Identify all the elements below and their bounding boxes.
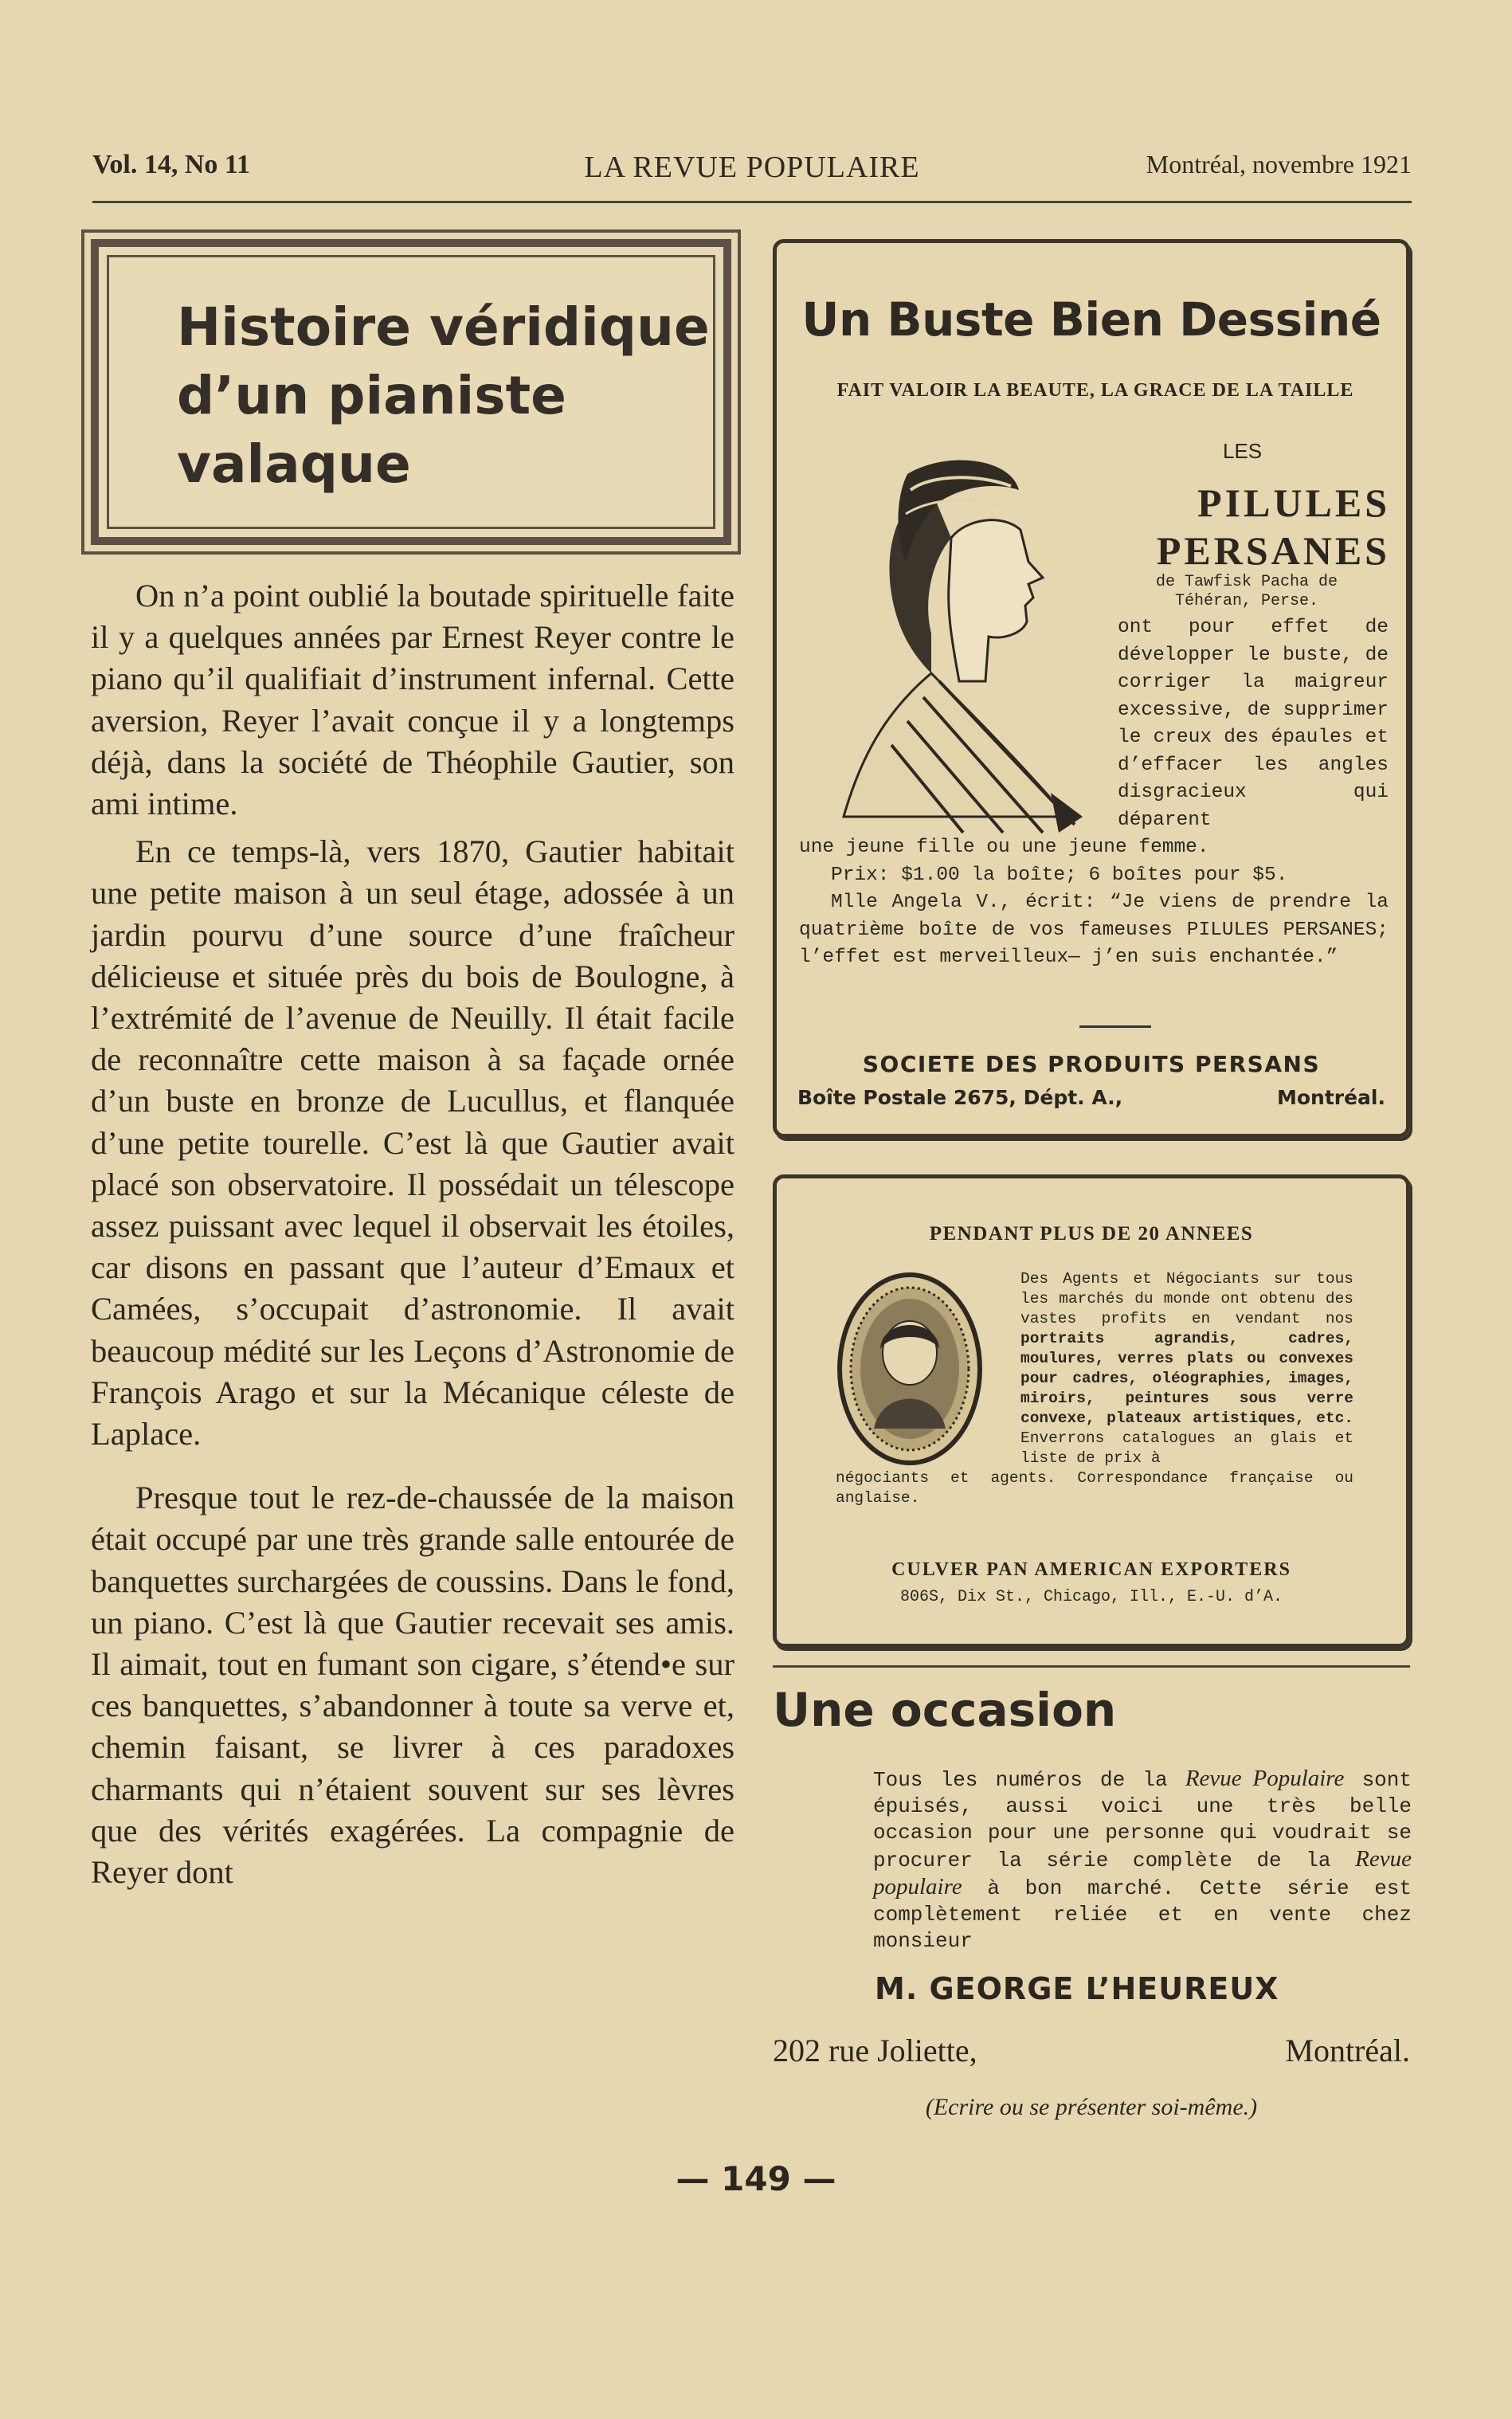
culver-exporters-advertisement xyxy=(773,1174,1410,1648)
occasion-address xyxy=(773,2032,1410,2069)
occasion-seller-name: M. GEORGE L’HEUREUX xyxy=(875,1971,1279,2006)
ad-body-wrapped: ont pour effet de développer le buste, de corriger la maigreur excessive, de supprimer le creux des épaules et d’effacer les angles disgracieux qui déparent xyxy=(1118,617,1389,831)
journal-title: LA REVUE POPULAIRE xyxy=(584,151,920,184)
ad-divider xyxy=(1079,1025,1151,1028)
occasion-note: (Ecrire ou se présenter soi-même.) xyxy=(925,2094,1258,2120)
ad2-headline: PENDANT PLUS DE 20 ANNEES xyxy=(929,1223,1254,1245)
occasion-journal-ref-2: Revue populaire xyxy=(873,1846,1412,1900)
ad2-firm-name: CULVER PAN AMERICAN EXPORTERS xyxy=(891,1559,1291,1580)
issue-date: Montréal, novembre 1921 xyxy=(1146,150,1412,178)
ad2-body-lead: Des Agents et Négociants sur tous les marchés du monde ont obtenu des vastes profits en vendant nos xyxy=(1020,1270,1353,1327)
ad-address xyxy=(797,1086,1390,1109)
page-number: — 149 — xyxy=(676,2159,836,2198)
occasion-street: 202 rue Joliette, xyxy=(773,2033,977,2068)
occasion-text-b: sont épuisés, aussi voici une très belle occasion pour une personne qui voudrait se procurer la série complète de la xyxy=(873,1768,1412,1872)
ad2-body-wrapped xyxy=(1020,1269,1353,1468)
ad2-body-continuation: négociants et agents. Correspondance française ou anglaise. xyxy=(836,1469,1353,1507)
occasion-text-a: Tous les numéros de la xyxy=(873,1768,1185,1792)
ad-brand-name xyxy=(1127,479,1390,574)
occasion-journal-ref-1: Revue Populaire xyxy=(1185,1766,1345,1791)
ad-body-continuation: une jeune fille ou une jeune femme. xyxy=(799,837,1209,858)
brand-line-1: PILULES xyxy=(1197,480,1390,525)
volume-number: Vol. 14, No 11 xyxy=(92,150,251,179)
article-paragraph-1: On n’a point oublié la boutade spirituelle faite il y a quelques années par Ernest Reyer contre le piano qu’il qualifiait d’instrument infernal. Cette aversion, Reyer l’avait conçue il y a longtemps déjà, dans la société de Théophile Gautier, son ami intime. xyxy=(91,578,734,822)
ad-headline: Un Buste Bien Dessiné xyxy=(801,292,1381,347)
ad-testimonial: Mlle Angela V., écrit: “Je viens de prendre la quatrième boîte de vos fameuses PILULES PERSANES; l’effet est merveilleux— j’en suis enchantée.” xyxy=(799,892,1389,968)
ad-price: Prix: $1.00 la boîte; 6 boîtes pour $5. xyxy=(831,864,1288,886)
article-title: Histoire véridique d’un pianiste valaque xyxy=(177,296,710,495)
ad-subheadline: FAIT VALOIR LA BEAUTE, LA GRACE DE LA TAILLE xyxy=(836,380,1354,401)
occasion-text-c: à bon marché. Cette série est complètement reliée et en vente chez monsieur xyxy=(873,1876,1412,1953)
occasion-body xyxy=(873,1766,1412,1954)
ad-city: Montréal. xyxy=(1276,1086,1385,1109)
article-paragraph-2: En ce temps-là, vers 1870, Gautier habitait une petite maison à un seul étage, adossée à un jardin pourvu d’une source d’une fraîcheur délicieuse et située près du bois de Boulogne, à l’extrémité de l’avenue de Neuilly. Il était facile de reconnaître cette maison à sa façade ornée d’un buste en bronze de Lucullus, et flanquée d’une petite tourelle. C’est là que Gautier avait placé son observatoire. Il possédait un télescope assez puissant avec lequel il observait les étoiles, car disons en passant que l’auteur d’Emaux et Camées, s’occupait d’astronomie. Il avait beaucoup médité sur les Leçons d’Astronomie de François Arago et sur la Mécanique céleste de Laplace. xyxy=(91,833,734,1453)
occasion-title: Une occasion xyxy=(773,1683,1117,1737)
ad2-products-list: portraits agrandis, cadres, moulures, verres plats ou convexes pour cadres, oléographies, images, miroirs, peintures sous verre convexe, plateaux artistiques, etc. xyxy=(1020,1330,1353,1427)
article-title-frame xyxy=(91,239,731,545)
running-header xyxy=(92,142,1412,190)
header-rule xyxy=(92,201,1412,203)
occasion-city: Montréal. xyxy=(1285,2033,1410,2068)
brand-line-2: PERSANES xyxy=(1156,528,1390,573)
ad2-address: 806S, Dix St., Chicago, Ill., E.-U. d’A. xyxy=(899,1588,1283,1606)
ad-body-text xyxy=(799,614,1389,972)
article-paragraph-3: Presque tout le rez-de-chaussée de la maison était occupé par une très grande salle entourée de banquettes surchargées de coussins. Dans le fond, un piano. C’est là que Gautier recevait ses amis. Il aimait, tout en fumant son cigare, s’étend•e sur ces banquettes, s’abandonner à toute sa verve et, chemin faisant, se livrer à ces paradoxes charmants qui n’étaient souvent sur ses lèvres que des vérités exagérées. La compagnie de Reyer dont xyxy=(91,1480,734,1891)
ad-company-name: SOCIETE DES PRODUITS PERSANS xyxy=(862,1051,1321,1077)
ad-origin: de Tawfisk Pacha de Téhéran, Perse. xyxy=(1155,573,1338,610)
ad2-body-text xyxy=(836,1269,1353,1508)
ad2-body-offer: Enverrons catalogues an glais et liste de prix à xyxy=(1020,1429,1353,1467)
section-rule xyxy=(773,1665,1410,1668)
article-body xyxy=(91,575,734,1893)
pilules-persanes-advertisement xyxy=(773,239,1410,1138)
ad-les-label: LES xyxy=(1223,439,1263,463)
ad-postal-box: Boîte Postale 2675, Dépt. A., xyxy=(797,1086,1123,1109)
